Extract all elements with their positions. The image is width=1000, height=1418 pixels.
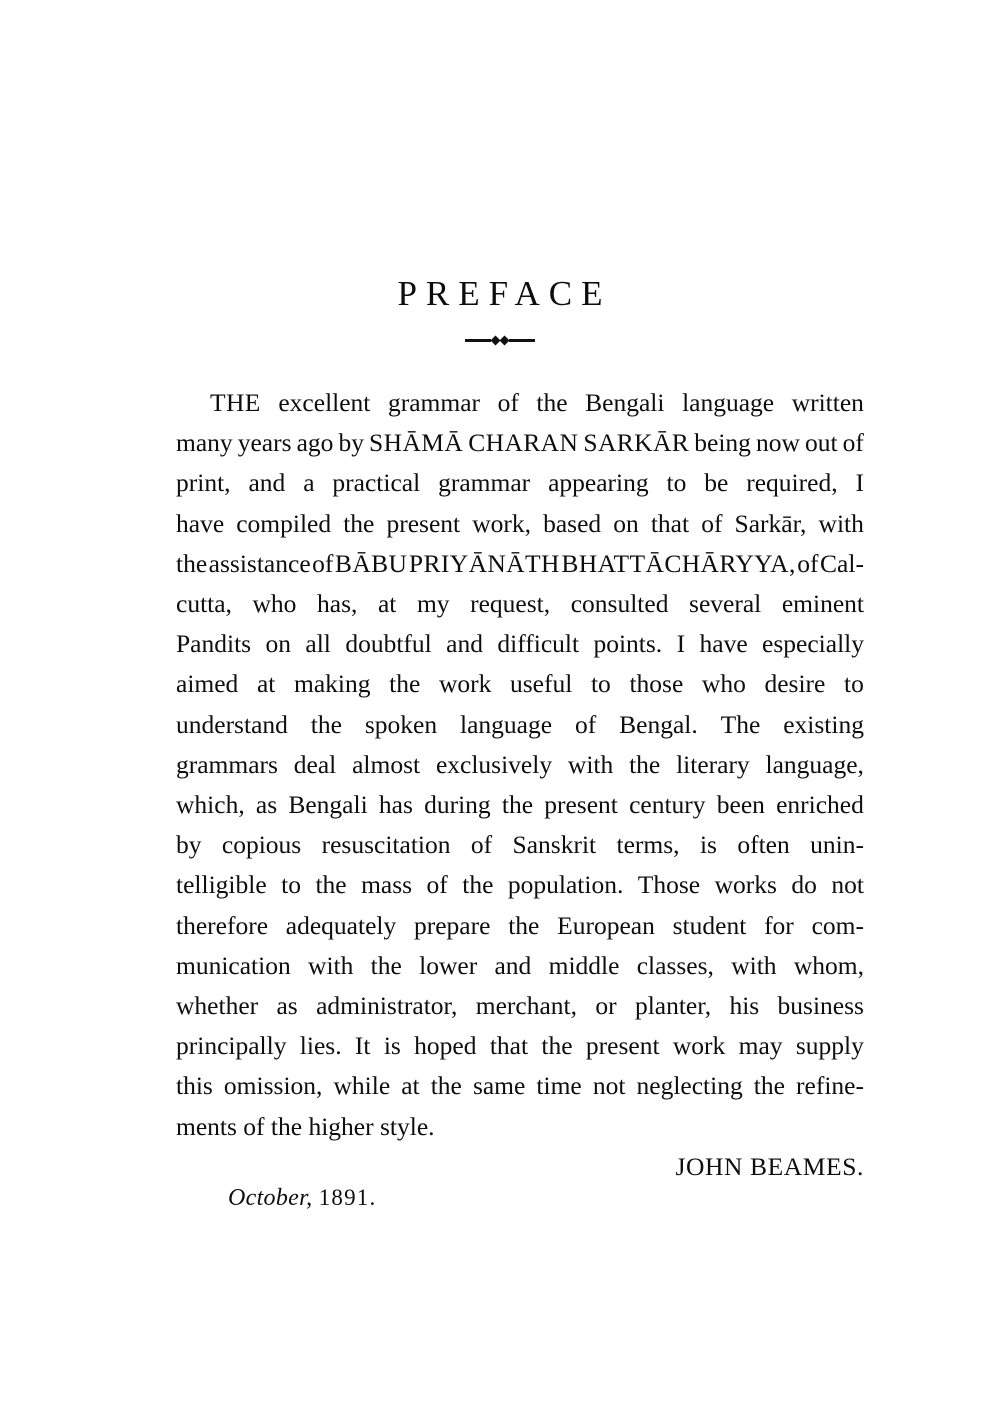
body-word: several <box>689 589 762 619</box>
body-word: have <box>699 629 748 659</box>
body-word: understand <box>176 709 288 739</box>
body-word: language <box>682 388 775 417</box>
body-word: his <box>729 991 760 1021</box>
page-title: PREFACE <box>397 274 612 314</box>
body-line <box>176 383 864 423</box>
body-word: Bengali <box>288 790 368 820</box>
body-word: merchant, <box>475 991 577 1021</box>
body-word: by <box>176 830 202 860</box>
body-word: CHARAN <box>468 428 579 458</box>
body-word: excellent <box>278 388 371 417</box>
body-word: prepare <box>414 910 491 940</box>
body-word: for <box>764 910 794 940</box>
body-word: grammar <box>387 388 481 417</box>
body-word: to <box>844 669 864 699</box>
body-word: been <box>716 790 765 820</box>
body-word: literary <box>676 749 750 779</box>
body-word: during <box>424 790 491 820</box>
body-word: Bengali <box>585 388 665 417</box>
body-word: the <box>462 870 494 900</box>
body-word: the <box>536 388 568 417</box>
body-word: existing <box>783 709 864 739</box>
body-word: work <box>672 1031 726 1061</box>
body-word: munication <box>176 950 291 980</box>
body-word: student <box>672 910 747 940</box>
body-word: doubtful <box>345 629 432 659</box>
body-line <box>176 1026 864 1066</box>
body-word: spoken <box>364 709 438 739</box>
body-word: assistance <box>208 548 311 578</box>
body-word: BHATTĀCHĀRYYA, <box>561 548 796 578</box>
body-word: the <box>176 548 208 578</box>
body-word: of <box>312 548 334 578</box>
body-word: at <box>377 589 397 619</box>
body-word: with <box>567 749 614 779</box>
body-word: same <box>472 1071 526 1101</box>
body-line <box>176 624 864 664</box>
body-word: and <box>446 629 483 659</box>
body-word: and <box>494 950 532 980</box>
body-word: telligible <box>176 870 267 900</box>
body-word: neglecting <box>636 1071 743 1101</box>
body-word: request, <box>470 589 551 619</box>
body-word: the <box>370 950 402 980</box>
body-word: copious <box>221 830 302 860</box>
body-word: and <box>248 468 286 498</box>
body-word: years <box>237 428 292 458</box>
body-word: Those <box>637 870 701 900</box>
body-word: ago <box>296 428 334 458</box>
body-word: I <box>676 629 686 659</box>
divider-rule-right <box>509 339 535 342</box>
body-line <box>176 463 864 503</box>
body-word: deal <box>293 749 337 779</box>
body-word: whom, <box>793 950 864 980</box>
date-line <box>228 1185 376 1212</box>
body-line <box>176 664 864 704</box>
body-word: or <box>595 991 617 1021</box>
body-word: of <box>497 388 519 417</box>
body-word: may <box>738 1031 783 1061</box>
body-word: now <box>756 428 800 458</box>
body-word: the <box>264 1111 303 1141</box>
body-word: classes, <box>636 950 714 980</box>
author-signature: JOHN BEAMES. <box>675 1152 864 1181</box>
body-word: while <box>333 1071 391 1101</box>
body-word: principally <box>176 1031 287 1061</box>
body-word: whether <box>176 991 259 1021</box>
body-word: the <box>508 910 540 940</box>
body-word: work <box>438 669 492 699</box>
body-line <box>176 1107 864 1147</box>
body-word: out <box>804 428 838 458</box>
body-word: to <box>666 468 687 498</box>
body-word: It <box>354 1031 371 1061</box>
body-word: administrator, <box>316 991 458 1021</box>
body-word: have <box>176 508 225 538</box>
body-word: refine- <box>796 1071 864 1101</box>
body-word: resuscitation <box>321 830 451 860</box>
body-word: unin- <box>810 830 864 860</box>
body-word: desire <box>764 669 826 699</box>
body-word: of <box>701 508 723 538</box>
body-word: written <box>791 388 864 417</box>
body-word: not <box>831 870 864 900</box>
body-word: adequately <box>285 910 397 940</box>
body-word: the <box>430 1071 462 1101</box>
body-word: has, <box>317 589 358 619</box>
body-word: cutta, <box>176 589 232 619</box>
body-word: ments <box>176 1111 237 1141</box>
body-line <box>176 423 864 463</box>
body-word: as <box>276 991 298 1021</box>
body-word: all <box>305 629 331 659</box>
body-word: as <box>255 790 278 820</box>
body-word: points. <box>593 629 663 659</box>
body-word: terms, <box>616 830 680 860</box>
body-line <box>176 745 864 785</box>
body-word: Bengal. <box>619 709 698 739</box>
body-word: has <box>378 790 413 820</box>
body-word: those <box>629 669 684 699</box>
body-line <box>176 825 864 865</box>
body-word: especially <box>762 629 864 659</box>
body-word: on <box>265 629 291 659</box>
body-word: with <box>731 950 777 980</box>
body-word: practical <box>332 468 421 498</box>
body-line <box>176 986 864 1026</box>
body-word: omission, <box>223 1071 323 1101</box>
body-word: aimed <box>176 669 239 699</box>
body-word: language, <box>765 749 864 779</box>
body-word: a <box>303 468 315 498</box>
body-word: eminent <box>781 589 864 619</box>
body-word: with <box>818 508 864 538</box>
body-word: PRIYĀNĀTH <box>408 548 560 578</box>
body-line <box>176 584 864 624</box>
body-word: my <box>416 589 450 619</box>
preface-body <box>176 383 864 1147</box>
body-line <box>176 504 864 544</box>
body-word: making <box>294 669 371 699</box>
body-line <box>176 946 864 986</box>
body-word: century <box>629 790 706 820</box>
body-word: with <box>308 950 354 980</box>
body-word: that <box>489 1031 529 1061</box>
body-word: THE <box>210 388 261 417</box>
body-word: the <box>753 1071 785 1101</box>
body-word: planter, <box>634 991 712 1021</box>
body-word: grammars <box>176 749 278 779</box>
body-word: exclusively <box>435 749 553 779</box>
body-word: compiled <box>236 508 332 538</box>
body-word: of <box>470 830 493 860</box>
body-line <box>176 544 864 584</box>
body-word: is <box>699 830 717 860</box>
body-word: lies. <box>299 1031 342 1061</box>
body-word: this <box>176 1071 213 1101</box>
body-word: middle <box>548 950 620 980</box>
body-word: supply <box>795 1031 864 1061</box>
body-word: present <box>386 508 461 538</box>
body-word: to <box>590 669 611 699</box>
body-word: therefore <box>176 910 269 940</box>
body-line <box>176 785 864 825</box>
body-word: Cal- <box>820 548 864 578</box>
body-word: BĀBU <box>334 548 408 578</box>
body-word: work, <box>472 508 531 538</box>
body-word: population. <box>507 870 624 900</box>
body-word: useful <box>510 669 573 699</box>
body-word: time <box>536 1071 582 1101</box>
body-word: at <box>256 669 276 699</box>
body-word: style. <box>373 1111 435 1141</box>
body-line <box>176 906 864 946</box>
body-word: The <box>720 709 761 739</box>
body-word: business <box>777 991 864 1021</box>
body-word: of <box>574 709 597 739</box>
body-word: on <box>613 508 639 538</box>
body-word: difficult <box>497 629 580 659</box>
body-word: being <box>694 428 751 458</box>
body-word: mass <box>361 870 413 900</box>
body-word: lower <box>419 950 478 980</box>
body-word: grammar <box>438 468 531 498</box>
body-word: required, <box>746 468 838 498</box>
date-year: 1891. <box>318 1185 377 1210</box>
divider-diamond-icon <box>500 335 510 345</box>
body-word: language <box>460 709 553 739</box>
body-line <box>176 1066 864 1106</box>
body-word: of <box>797 548 819 578</box>
body-word: the <box>315 870 347 900</box>
body-word: the <box>389 669 421 699</box>
body-word: present <box>544 790 618 820</box>
body-line <box>176 705 864 745</box>
body-word: who <box>701 669 746 699</box>
body-word: Sarkār, <box>734 508 807 538</box>
body-word: of <box>842 428 864 458</box>
body-word: at <box>401 1071 420 1101</box>
date-month: October, <box>228 1185 313 1211</box>
body-word: that <box>650 508 690 538</box>
body-line <box>176 865 864 905</box>
body-word: almost <box>352 749 421 779</box>
body-word: the <box>541 1031 573 1061</box>
body-word: many <box>176 428 233 458</box>
body-word: often <box>737 830 790 860</box>
body-word: not <box>592 1071 626 1101</box>
body-word: European <box>557 910 655 940</box>
divider-rule-left <box>465 339 491 342</box>
body-word: SARKĀR <box>583 428 690 458</box>
body-word: works <box>714 870 777 900</box>
preface-paragraph <box>176 383 864 1147</box>
body-word: I <box>855 468 864 498</box>
body-word: who <box>252 589 297 619</box>
body-word: appearing <box>548 468 649 498</box>
body-word: to <box>281 870 301 900</box>
body-word: print, <box>176 468 231 498</box>
body-word: of <box>236 1111 265 1141</box>
ornamental-divider <box>0 329 1000 351</box>
body-word: the <box>629 749 661 779</box>
body-word: the <box>343 508 375 538</box>
body-word: the <box>501 790 534 820</box>
body-word: be <box>704 468 729 498</box>
body-word: hoped <box>414 1031 477 1061</box>
body-word: SHĀMĀ <box>369 428 464 458</box>
body-word: present <box>585 1031 660 1061</box>
body-word: by <box>338 428 364 458</box>
body-word: is <box>383 1031 401 1061</box>
body-word: based <box>543 508 602 538</box>
body-word: consulted <box>570 589 669 619</box>
body-word: of <box>426 870 448 900</box>
body-word: Pandits <box>176 629 252 659</box>
body-word: which, <box>176 790 245 820</box>
body-word: com- <box>811 910 864 940</box>
body-word: do <box>791 870 817 900</box>
body-word: enriched <box>776 790 864 820</box>
body-word: higher <box>302 1111 374 1141</box>
body-word: Sanskrit <box>512 830 597 860</box>
body-word: the <box>310 709 342 739</box>
